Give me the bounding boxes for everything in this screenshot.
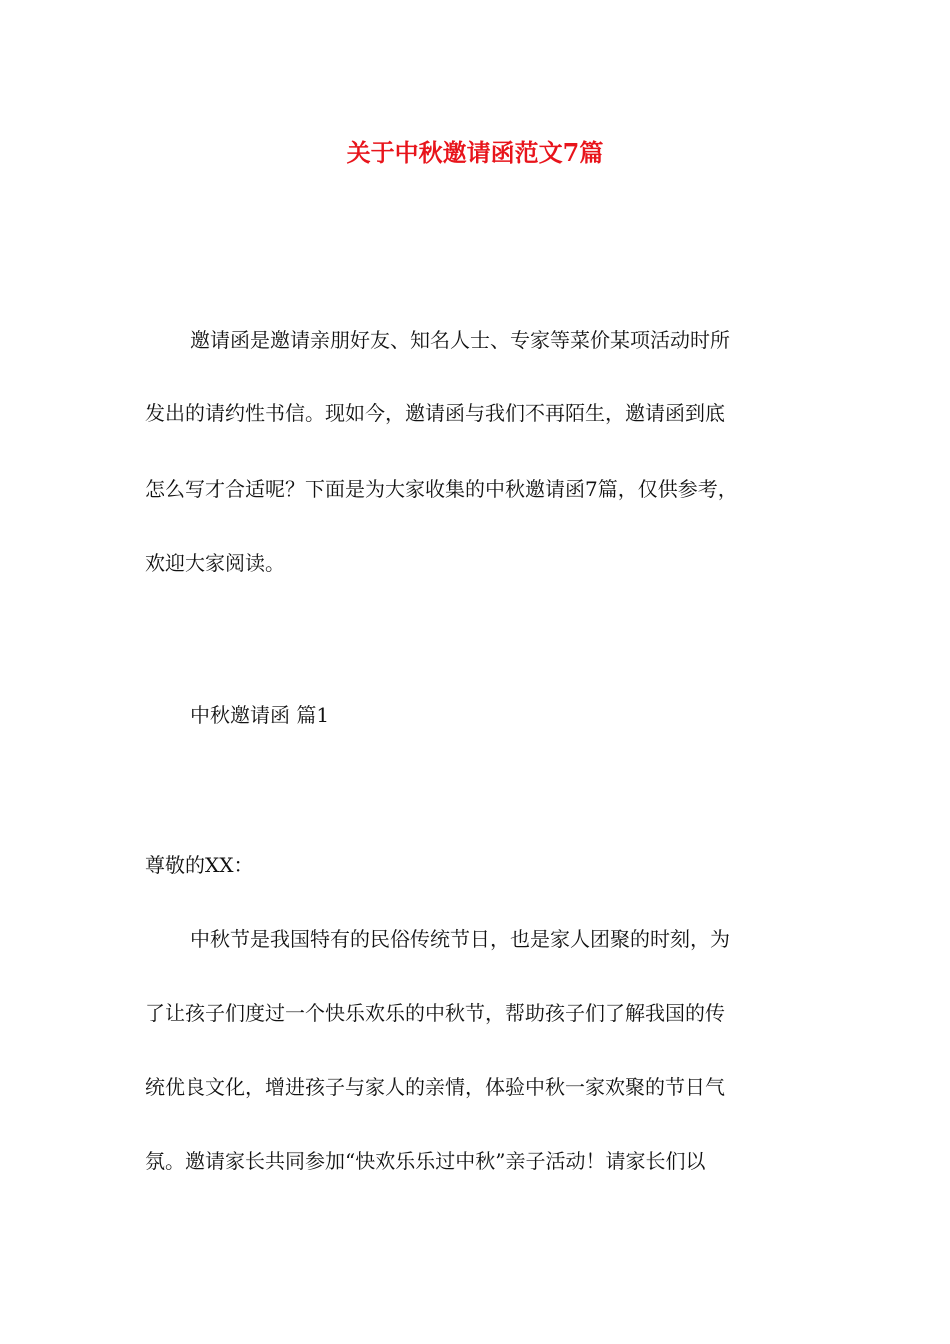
body-line-2: 了让孩子们度过一个快乐欢乐的中秋节，帮助孩子们了解我国的传 — [145, 1001, 725, 1025]
body-line-4: 氛。邀请家长共同参加“快欢乐乐过中秋”亲子活动！请家长们以 — [145, 1149, 706, 1173]
document-title: 关于中秋邀请函范文7篇 — [346, 138, 604, 167]
intro-line-4: 欢迎大家阅读。 — [145, 551, 285, 575]
intro-line-3: 怎么写才合适呢？下面是为大家收集的中秋邀请函7篇，仅供参考， — [145, 477, 738, 501]
body-line-1: 中秋节是我国特有的民俗传统节日，也是家人团聚的时刻，为 — [190, 927, 730, 951]
intro-line-1: 邀请函是邀请亲朋好友、知名人士、专家等菜价某项活动时所 — [190, 328, 730, 352]
body-line-3: 统优良文化，增进孩子与家人的亲情，体验中秋一家欢聚的节日气 — [145, 1075, 725, 1099]
intro-line-2: 发出的请约性书信。现如今，邀请函与我们不再陌生，邀请函到底 — [145, 401, 725, 425]
salutation: 尊敬的XX： — [145, 853, 254, 877]
section-heading: 中秋邀请函 篇1 — [190, 703, 330, 727]
